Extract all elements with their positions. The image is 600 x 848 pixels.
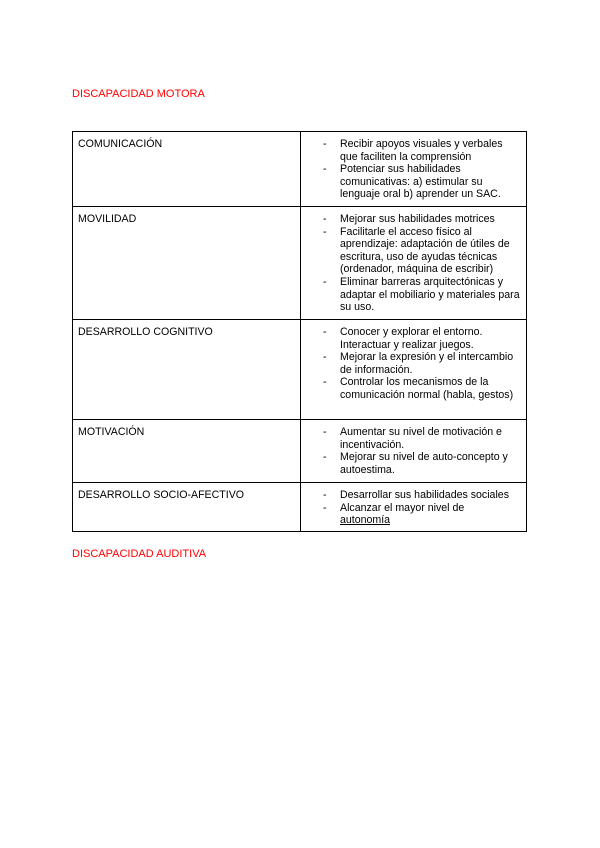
list-item: - Eliminar barreras arquitectónicas y adaptar el mobiliario y materiales para su uso. [306,276,521,314]
heading-discapacidad-auditiva: DISCAPACIDAD AUDITIVA [72,548,207,560]
table-row [73,483,527,532]
table-row [73,207,527,320]
row-label: DESARROLLO SOCIO-AFECTIVO [73,483,301,532]
row-items [301,132,527,207]
list-item: - Aumentar su nivel de motivación e incentivación. [306,426,521,451]
list-item: - Controlar los mecanismos de la comunicación normal (habla, gestos) [306,376,521,401]
list-item: - Mejorar su nivel de auto-concepto y autoestima. [306,451,521,476]
list-item: - Desarrollar sus habilidades sociales [306,489,521,502]
list-item: - Mejorar sus habilidades motrices [306,213,521,226]
list-item: - Facilitarle el acceso físico al aprendizaje: adaptación de útiles de escritura, uso de ayudas técnicas (ordenador, máquina de escribir) [306,226,521,276]
row-items [301,320,527,420]
list-item: - Recibir apoyos visuales y verbales que faciliten la comprensión [306,138,521,163]
row-label: MOVILIDAD [73,207,301,320]
heading-discapacidad-motora: DISCAPACIDAD MOTORA [72,88,205,100]
table-row [73,132,527,207]
list-item: - Potenciar sus habilidades comunicativas: a) estimular su lenguaje oral b) aprender un SAC. [306,163,521,201]
row-items [301,483,527,532]
table-row [73,420,527,483]
list-item: - Conocer y explorar el entorno. Interactuar y realizar juegos. [306,326,521,351]
underlined-word: autonomía [340,514,391,527]
table-row [73,320,527,420]
list-item-text: Alcanzar el mayor nivel de [340,501,465,514]
row-label: DESARROLLO COGNITIVO [73,320,301,420]
list-item [306,502,521,527]
row-label: MOTIVACIÓN [73,420,301,483]
row-items [301,207,527,320]
row-items [301,420,527,483]
row-label: COMUNICACIÓN [73,132,301,207]
list-item: - Mejorar la expresión y el intercambio de información. [306,351,521,376]
needs-table [72,131,527,532]
